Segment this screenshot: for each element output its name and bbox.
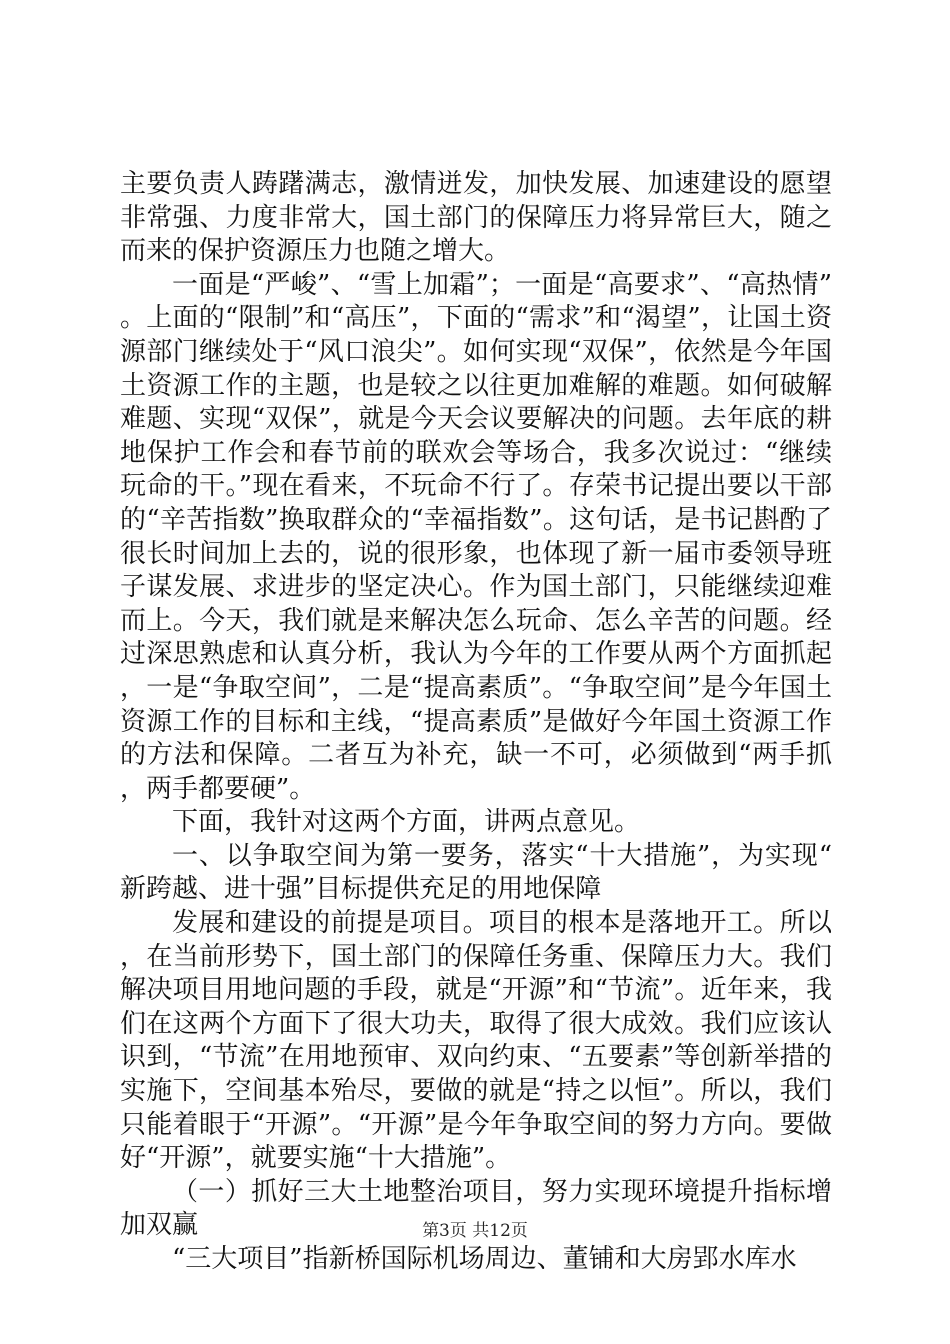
section-heading-1: 一、以争取空间为第一要务，落实“十大措施”，为实现“新跨越、进十强”目标提供充足的用地保障: [120, 840, 832, 905]
subsection-heading-1: （一）抓好三大土地整治项目，努力实现环境提升指标增加双赢: [120, 1176, 832, 1241]
document-body: [120, 168, 832, 1277]
paragraph-3: 下面，我针对这两个方面，讲两点意见。: [172, 807, 641, 838]
paragraph-1: 主要负责人踌躇满志，激情迸发，加快发展、加速建设的愿望非常强、力度非常大，国土部门的保障压力将异常巨大，随之而来的保护资源压力也随之增大。: [120, 169, 832, 267]
paragraph-4: 发展和建设的前提是项目。项目的根本是落地开工。所以，在当前形势下，国土部门的保障任务重、保障压力大。我们解决项目用地问题的手段，就是“开源”和“节流”。近年来，我们在这两个方面下了很大功夫，取得了很大成效。我们应该认识到，“节流”在用地预审、双向约束、“五要素”等创新举措的实施下，空间基本殆尽，要做的就是“持之以恒”。所以，我们只能着眼于“开源”。“开源”是今年争取空间的努力方向。要做好“开源”，就要实施“十大措施”。: [120, 908, 832, 1174]
page-footer: 第3页 共12页: [422, 1221, 528, 1241]
paragraph-2: 一面是“严峻”、“雪上加霜”；一面是“高要求”、“高热情”。上面的“限制”和“高压”，下面的“需求”和“渴望”，让国土资源部门继续处于“风口浪尖”。如何实现“双保”，依然是今年国土资源工作的主题，也是较之以往更加难解的难题。如何破解难题、实现“双保”，就是今天会议要解决的问题。去年底的耕地保护工作会和春节前的联欢会等场合，我多次说过：“继续玩命的干。”现在看来，不玩命不行了。存荣书记提出要以干部的“辛苦指数”换取群众的“幸福指数”。这句话，是书记斟酌了很长时间加上去的，说的很形象，也体现了新一届市委领导班子谋发展、求进步的坚定决心。作为国土部门，只能继续迎难而上。今天，我们就是来解决怎么玩命、怎么辛苦的问题。经过深思熟虑和认真分析，我认为今年的工作要从两个方面抓起，一是“争取空间”，二是“提高素质”。“争取空间”是今年国土资源工作的目标和主线，“提高素质”是做好今年国土资源工作的方法和保障。二者互为补充，缺一不可，必须做到“两手抓，两手都要硬”。: [120, 269, 832, 804]
paragraph-5: “三大项目”指新桥国际机场周边、董铺和大房郢水库水: [172, 1244, 797, 1274]
